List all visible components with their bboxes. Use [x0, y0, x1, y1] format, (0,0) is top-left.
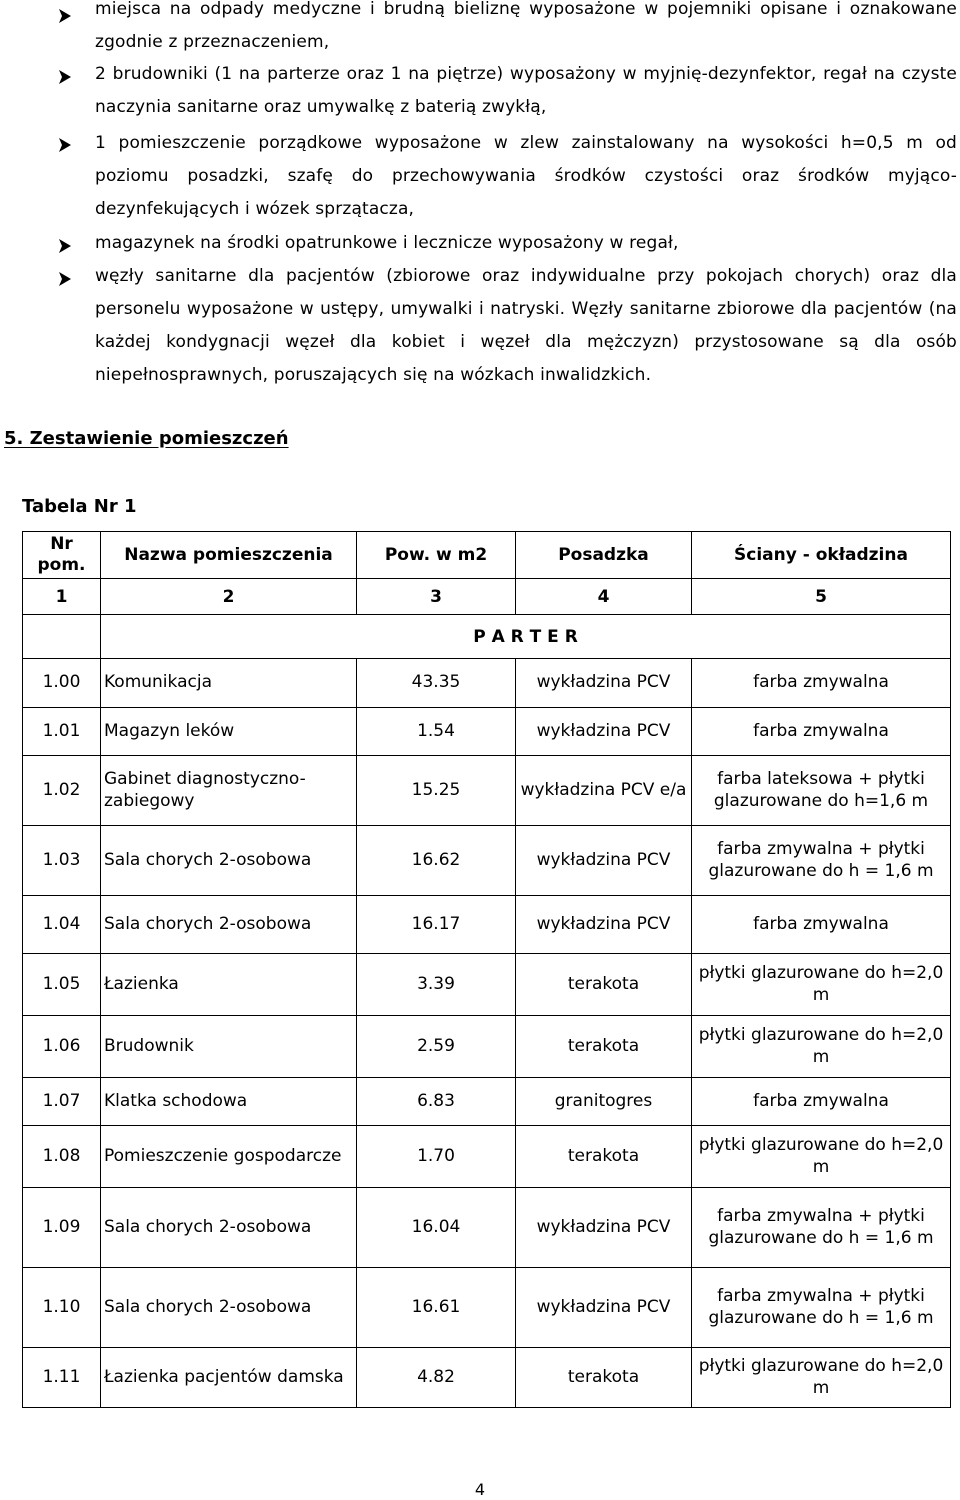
room-floor: wykładzina PCV	[516, 1187, 692, 1267]
arrowhead-bullet-icon	[58, 69, 72, 85]
room-area: 16.62	[357, 825, 516, 895]
room-number: 1.00	[23, 658, 101, 707]
room-walls: farba lateksowa + płytki glazurowane do h=1,6 m	[692, 755, 951, 825]
arrowhead-bullet-icon	[58, 8, 72, 24]
room-number: 1.11	[23, 1347, 101, 1407]
room-floor: wykładzina PCV	[516, 1267, 692, 1347]
header-area: Pow. w m2	[357, 532, 516, 579]
column-number-row	[23, 579, 951, 615]
room-number: 1.06	[23, 1015, 101, 1077]
header-floor: Posadzka	[516, 532, 692, 579]
table-row	[23, 1187, 951, 1267]
table-label: Tabela Nr 1	[22, 496, 137, 517]
room-floor: wykładzina PCV	[516, 895, 692, 953]
room-walls: farba zmywalna + płytki glazurowane do h = 1,6 m	[692, 1187, 951, 1267]
room-name: Klatka schodowa	[101, 1077, 357, 1125]
table-row	[23, 953, 951, 1015]
column-number: 2	[101, 579, 357, 615]
room-floor: wykładzina PCV	[516, 707, 692, 755]
room-floor: terakota	[516, 1125, 692, 1187]
room-number: 1.03	[23, 825, 101, 895]
room-walls: płytki glazurowane do h=2,0 m	[692, 1125, 951, 1187]
room-area: 15.25	[357, 755, 516, 825]
room-area: 2.59	[357, 1015, 516, 1077]
arrowhead-bullet-icon	[58, 238, 72, 254]
room-walls: farba zmywalna	[692, 1077, 951, 1125]
room-walls: płytki glazurowane do h=2,0 m	[692, 953, 951, 1015]
room-number: 1.09	[23, 1187, 101, 1267]
room-floor: granitogres	[516, 1077, 692, 1125]
room-area: 1.70	[357, 1125, 516, 1187]
room-floor: wykładzina PCV	[516, 658, 692, 707]
room-name: Łazienka	[101, 953, 357, 1015]
room-walls: farba zmywalna	[692, 707, 951, 755]
table-row	[23, 1347, 951, 1407]
rooms-table	[22, 531, 951, 659]
rooms-table-body	[22, 658, 951, 1408]
room-name: Sala chorych 2-osobowa	[101, 895, 357, 953]
room-walls: farba zmywalna + płytki glazurowane do h = 1,6 m	[692, 825, 951, 895]
room-area: 3.39	[357, 953, 516, 1015]
list-item-text: 2 brudowniki (1 na parterze oraz 1 na piętrze) wyposażony w myjnię-dezynfektor, regał na czyste naczynia sanitarne oraz umywalkę z baterią zwykłą,	[95, 64, 957, 117]
room-floor: terakota	[516, 953, 692, 1015]
room-area: 6.83	[357, 1077, 516, 1125]
room-walls: farba zmywalna + płytki glazurowane do h = 1,6 m	[692, 1267, 951, 1347]
table-row	[23, 1267, 951, 1347]
room-floor: wykładzina PCV e/a	[516, 755, 692, 825]
room-number: 1.04	[23, 895, 101, 953]
column-number: 3	[357, 579, 516, 615]
arrowhead-bullet-icon	[58, 271, 72, 287]
table-row	[23, 1077, 951, 1125]
table-row	[23, 1015, 951, 1077]
room-name: Brudownik	[101, 1015, 357, 1077]
list-item-text: 1 pomieszczenie porządkowe wyposażone w zlew zainstalowany na wysokości h=0,5 m od poziomu posadzki, szafę do przechowywania środków czystości oraz środków myjąco-dezynfekujących i wózek sprzątacza,	[95, 133, 957, 219]
room-walls: farba zmywalna	[692, 658, 951, 707]
table-row	[23, 895, 951, 953]
room-floor: wykładzina PCV	[516, 825, 692, 895]
room-area: 4.82	[357, 1347, 516, 1407]
arrowhead-bullet-icon	[58, 137, 72, 153]
room-area: 16.04	[357, 1187, 516, 1267]
room-name: Komunikacja	[101, 658, 357, 707]
room-name: Magazyn leków	[101, 707, 357, 755]
room-walls: płytki glazurowane do h=2,0 m	[692, 1015, 951, 1077]
room-number: 1.08	[23, 1125, 101, 1187]
room-number: 1.07	[23, 1077, 101, 1125]
room-name: Pomieszczenie gospodarcze	[101, 1125, 357, 1187]
table-row	[23, 825, 951, 895]
header-walls: Ściany - okładzina	[692, 532, 951, 579]
table-row	[23, 755, 951, 825]
table-header-row	[23, 532, 951, 579]
room-name: Gabinet diagnostyczno-zabiegowy	[101, 755, 357, 825]
room-floor: terakota	[516, 1015, 692, 1077]
room-number: 1.10	[23, 1267, 101, 1347]
room-area: 43.35	[357, 658, 516, 707]
room-name: Sala chorych 2-osobowa	[101, 1267, 357, 1347]
list-item-text: magazynek na środki opatrunkowe i lecznicze wyposażony w regał,	[95, 233, 679, 253]
header-nr: Nr pom.	[23, 532, 101, 579]
table-row	[23, 1125, 951, 1187]
room-area: 16.17	[357, 895, 516, 953]
column-number: 5	[692, 579, 951, 615]
room-walls: płytki glazurowane do h=2,0 m	[692, 1347, 951, 1407]
list-item-text: węzły sanitarne dla pacjentów (zbiorowe oraz indywidualne przy pokojach chorych) oraz dla personelu wyposażone w ustępy, umywalki i natryski. Węzły sanitarne zbiorowe dla pacjentów (na każdej kondygnacji węzeł dla kobiet i węzeł dla mężczyzn) przystosowane są dla osób niepełnosprawnych, poruszających się na wózkach inwalidzkich.	[95, 266, 957, 385]
table-row	[23, 707, 951, 755]
room-number: 1.02	[23, 755, 101, 825]
floor-label-row	[23, 615, 951, 659]
section-heading: 5. Zestawienie pomieszczeń	[4, 428, 289, 449]
column-number: 4	[516, 579, 692, 615]
list-item-text: miejsca na odpady medyczne i brudną bieliznę wyposażone w pojemniki opisane i oznakowane zgodnie z przeznaczeniem,	[95, 0, 957, 52]
room-walls: farba zmywalna	[692, 895, 951, 953]
room-area: 16.61	[357, 1267, 516, 1347]
header-name: Nazwa pomieszczenia	[101, 532, 357, 579]
room-name: Łazienka pacjentów damska	[101, 1347, 357, 1407]
room-area: 1.54	[357, 707, 516, 755]
floor-label: P A R T E R	[101, 615, 951, 659]
column-number: 1	[23, 579, 101, 615]
table-row	[23, 658, 951, 707]
page-number: 4	[474, 1480, 486, 1499]
room-number: 1.05	[23, 953, 101, 1015]
room-floor: terakota	[516, 1347, 692, 1407]
room-number: 1.01	[23, 707, 101, 755]
room-name: Sala chorych 2-osobowa	[101, 1187, 357, 1267]
room-name: Sala chorych 2-osobowa	[101, 825, 357, 895]
